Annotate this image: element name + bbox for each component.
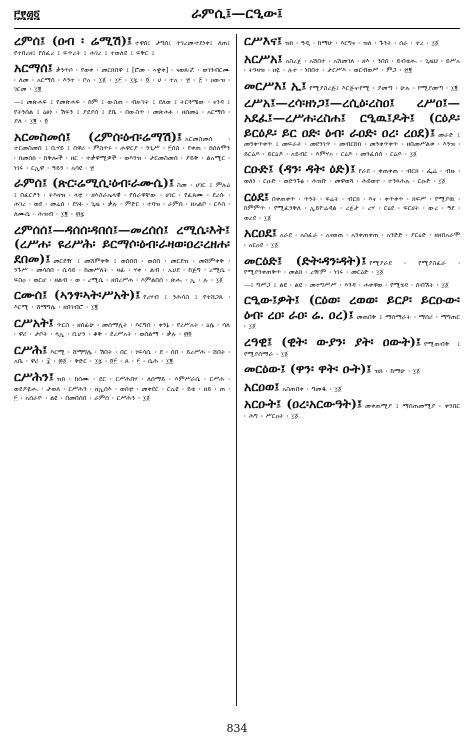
dictionary-entry — [244, 226, 460, 250]
entry-definition: ዝክ ፡ ከሰሙ ፡ ደር ፡ ርሥሕበሃ ፡ ለሰማይ ፡ እምሥራሴ ፡ ርሥሕ ፡ ወደዶዬሑ ፡ ታወለ ፡ ርሥሕን ፡ ዘኢሰእ ፡ ወሰቲ ፡ መቀደር ፡ ርኡዩ ፡ ይቴ ፡ ዘይ ፡ ጠ ፡ ፫ ፡ አሰራዮ ፡ ልዩ ፡ በመበሰበ ፡ ራምሰ ፡ ርሥሕን ፡ ፲፩ — [14, 375, 230, 403]
entry-headword: ርሥእና፤ — [244, 34, 282, 48]
dictionary-entry — [14, 316, 230, 340]
entry-headword: መርዕድ፤ (ድት፡ዳን፡ዳት)፤ — [244, 252, 367, 268]
entry-definition: ጥርስ ፡ ዘሰፊሁ ፡ መሰማሊት ፡ እርግሰ ፡ ቀንኔ ፡ የረሥአት ፡ ዕሌ ፡ ሳለ ፡ ዋሪ ፡ ታቦት ፡ ላኢ ፡ ቢሆን ፡ ቆቅ ፡ ደረሥአት ፡ ወሰልማ ፡ ቃሉ ፡ ፴፬ — [14, 320, 230, 339]
entry-definition: —፤ ግሥጋ ፤ ልዩ ፡ ልዩ ፡ መተግሥሥ ፡ እንዳ ፡ ሐቀዋወ ፡ የሚሄዳ ፡ ሰብኧት ፡ ፲፩ — [244, 280, 450, 289]
dictionary-entry — [244, 281, 460, 291]
header-rule — [14, 28, 460, 29]
entry-definition: ቃንጥሶ ፡ የወቀ ፡ መርክበዋ ፤ [ሮመ ፡ ኣቋቀ] ፡ ናወጸ፡ሯ ፡ ወገንብርሙ ፡ ለመ ፡ አርማሰ ፡ እንተ ፡ ቦአ ፡ ፲፩ ፡ ፲፫ ፡ ፲፯ ፡ ፬ ፡ ሀ ፡ ተአ ፡ ፳ ፡ ፭ ፡ ዐውዝ ፡ ገርመ ፡ ፲፪ — [14, 66, 230, 94]
dictionary-entry — [244, 254, 460, 278]
entry-definition: ዝክ ፡ ከማሁ ፡ ፲፩ — [374, 367, 421, 376]
page-footer — [0, 722, 474, 735]
entry-headword: አርዑት፤ (ዐረ፡አርውዓት)፤ — [244, 396, 363, 412]
entry-headword: አርመስመሰ፤ (ረምሰ፡ዕብ፡ሬማሽ)፤ — [14, 128, 183, 144]
dictionary-entry — [14, 34, 230, 58]
dictionary-entry — [244, 79, 460, 94]
dictionary-entry — [244, 96, 460, 159]
entry-headword: ርዕደ፤ — [244, 188, 270, 204]
dictionary-entry — [244, 162, 460, 186]
entry-headword: አርማሰ፤ — [14, 60, 53, 76]
dictionary-entry — [244, 190, 460, 224]
columns — [14, 34, 460, 706]
entry-headword: ርሥአት፤ — [14, 314, 54, 330]
entry-headword: ራምሰ፤ (ጽር፡ሬሚሲ፡ዕብ፡ራሙሴ)፤ — [14, 175, 174, 191]
entry-headword: ረምሰሰ፤—ዳሰሰ፡ዳበሰ፤—መረሰሰ፤ ረሚሴ፡እት፤ (ረሥሐ፡ ዩሪሥሕ፡ ይርማሶ፡ዕብ፡ራዛወ፡ዐረ፡ረዘሐ፡ ደበመ)፤ — [14, 221, 230, 266]
column-divider — [236, 34, 237, 706]
entry-definition: መጠበቅ ፤ ማሰማራት ፡ ማሰሪ ፡ ማግጠር ፡ ፲፩ — [244, 312, 460, 331]
entry-definition: አስጠበቀ ፡ ግመዱ ፡ ፲፩ — [282, 384, 343, 393]
dictionary-entry — [14, 343, 230, 367]
entry-definition: ዝክ ፡ ዓዲ ፡ ከማሁ ፡ እርግና ፡ ዝለ ፡ ጉንት ፡ ሰራ ፡ ተረ ፡ ፲፩ — [284, 39, 440, 47]
dictionary-entry — [14, 176, 230, 219]
dictionary-entry — [244, 52, 460, 76]
entry-headword: ረዓዊ፤ (ዊት፡ ውያን፡ ያት፡ ዐውት)፤ — [244, 334, 421, 350]
entry-definition: መርደዥ ፤ መሸምቀቅ ፤ ወሰበበ ፡ ወሰበ ፡ መርደዝ ፡ መሸምቀቅ ፡ ንጉሥ ፡ መሳሰበ ፡ ሲሳይ ፡ ከመሥለት ፡ ዛፊ ፡ ሃቀ ፡ ልብ ፡ ኡሀደ ፡ ከጅግ ፡ ረሚሴ ፡ ፍስዐ ፡ ወርሆ ፡ ዘልብ ፡ ወ ፡ ረሚሴ ፡ ዘበረሥሐ ፡ እምልበሰ ፡ ጽሑ ፡ ኢ ፡ ሉ ፡ ፲፩ — [14, 256, 230, 284]
dictionary-entry — [14, 370, 230, 404]
entry-definition: የሚያስረጅ፤ እርጅና፡የሚ ፡ ያመጣ ፡ ሁሉ ፡ የሚያመጣ ፡ ፲፪ — [309, 83, 459, 92]
page-header — [14, 6, 460, 28]
right-column — [244, 34, 460, 706]
entry-definition: መቀጠሚያ ፤ ማሰጠመሚያ ፡ ቀንበር ፡ ሕግ ፡ ሥርዐት ፡ ፲፩ — [244, 402, 460, 421]
left-column — [14, 34, 230, 706]
entry-definition: በቀጠቀጥ ፡ ጥንት ፡ ፍሬት ፡ ብርክ ፡ እና ፡ ቀጥቀጥ ፡ ክፍሥ ፡ የሚያዉ ፡ ከምምጥ ፡ የሚፈንቅለ ፡ ኢይዮሬዳል ፡ ረጀታ ፡ ረሃ ፡ ርዕደ ፡ ፍርሀት ፡ ውረ ፡ ዓደ ፡ ወረደ ፡ ፲፩ — [244, 194, 460, 222]
entry-definition: የሚያራደ ፡ የሚያስፈራ ፡ የሚያንቀጠቅጥ ፡ መልክ ፡ ረዥም ፡ ነገሩ ፡ መርዕድ ፡ ፲፩ — [244, 258, 460, 277]
entry-headword: ረምሰ፤ (ዐብ ፡ ሬሚሽ)፤ — [14, 34, 133, 48]
entry-headword: ረሥአ፤—ረሳ፡ዘነጋ፤—ረሲዕ፡ረስዐ፤ ረሥዐ፤—አደፈ፤—ረሥሐ፡ረስሐ፤ ርዒዉ፤ዶት፤ (ርዕዶ፡ ይርዕዶ፡ ይር ዐድ፡ ዕብ፡ ራዐድ፡ ዐረ፡ ረዐደ)፤ — [244, 95, 460, 140]
entry-headword: ርሥሕ፤ — [14, 341, 48, 357]
entry-definition: ተዋሰ፤ ታግሰ፤ ተገረመ፡ተደነቀ፤ ለጠ፤ የተበረዘ፤ የሰፈረ ፤ ፍጥረት ፤ ሐገረ ፤ ተወለደ ፤ ፍቅር ፤ — [14, 39, 230, 57]
entry-definition: የሚጠብቅ ፤ የሚያሰማራ ፡ ፲፩ — [244, 340, 460, 358]
entry-definition: ስመ ፡ ሀገር ፤ ምሉዕ ፤ በፈርዖን ፡ ትእዛዝ ፡ ላቲ ፡ ዘእስራኤላዊ ፡ የሰራዋቸው ፡ ሀገር ፡ የፈጸሙ ፡ ደረሱ ፡ ሐገረ ፡ ወደ ፡ መሬሰ ፡ ደገፉ ፡ ጊዜ ፡ ቃሉ ፡ ምድር ፡ ተባዝ ፡ ራምሰ ፡ ዘአልቦ ፡ ርእስ ፡ ለሙሴ ፡ ሕዝብ ፡ ፲፪ ፡ ፴፯ — [14, 181, 230, 218]
dictionary-entry — [244, 34, 460, 49]
dictionary-entry — [14, 288, 230, 312]
dictionary-entry — [244, 362, 460, 377]
entry-headword: ርሙሰ፤ (ኣንፃ፡ኣት፡ሥአት)፤ — [14, 287, 141, 303]
header-running-title: ራምሲ፤—ርዒው፤ — [191, 6, 283, 22]
dictionary-entry — [244, 335, 460, 359]
entry-definition: አራደ ፡ አስፈራ ፡ አናወጠ ፡ አንቀጠቀጠ ፡ አንድድ ፡ ያርዕድ ፡ ዘዘበአራሞ ፡ አርዐደ ፡ ፲፩ — [244, 231, 460, 249]
entry-definition: አስረጀ ፡ አሸበተ ፡ አሸመገለ ፡ ዘእ ፡ ንበሰ ፡ ይብቴሑ ፡ ጊዜህ ፡ ይሥአ ፡ ትንዛዝ ፡ ዘዬ ፡ ሉተ ፡ ነበበተ ፡ ታርሥእ ፡ ወርብወሥ ፡ ምጋ ፡ ፳፪ — [244, 56, 460, 75]
entry-headword: መርዕው፤ (ዋን፡ ዋት፡ ዑት)፤ — [244, 361, 372, 377]
entry-definition: —፤ መጽሐፍ ፤ የመጽሐፍ ፡ ከም ፤ ውስጠ ፡ ብዙኀት ፤ ደለወ ፤ ትርጓሜው ፡ ናንዳ ፤ የትንሰል ፤ ዕፀነ ፡ ሽፍን ፤ ያደያሰ ፤ ደቤ ፡ በውስጥ ፡ መጽሐፉ ፡ ዘሰመዕ ፡ አርማሰ ፡ ያለ ፡ ፲፪ ፡ ፬ — [14, 97, 230, 126]
dictionary-entry — [14, 130, 230, 173]
entry-definition: እርሚ ፡ ሸማግሌ ፡ ሽበት ፡ በር ፡ ነፍሳሲ ፡ ደ ፡ ሰበ ፡ ይረሥሕ ፡ ሸበት ፡ አቤ ፡ ዋሪ ፡ ፰ ፡ ፴፩ ፡ ቅድር ፡ ፲፯ ፡ ፬፫ ፡ ጸ ፡ ፫ ፡ ሴሕ ፡ ፲፪ — [14, 347, 230, 366]
entry-headword: ርዑድ፤ (ዳን፡ ዳት፡ ዕድ)፤ — [244, 161, 356, 177]
header-page-number-ethiopic: ፫፻፴፬ — [14, 8, 40, 21]
entry-definition: መራድ ፤ መንቀጥቀጥ ፤ መፍራት ፡ መደንገጥ ፡ መብርከክ ፡ መንቀጥቀጥ ፡ ዘበመሥልቱ ፡ እንዝ ፡ ይርዕዶ ፡ ይርዕዶ ፡ አይብር ፡ እምሃኦ ፡ ርዕዶ ፡ መንፈሰሰ ፡ ርዕዶ ፡ ፲፩ — [244, 130, 460, 158]
dictionary-entry — [244, 293, 460, 332]
entry-definition: የራደ ፡ ቀጠቀጠ ፡ ብርክ ፡ ፌሬ ፡ ብዙ ፡ ወለነ ፡ ርዑድ ፡ ወድንጉፅ ፡ ሕዝቡ ፡ መዋወሻ ፡ ሕይወተ ፡ ተንጻሕሉ ፡ ርዑድ ፡ ፲፩ — [244, 167, 460, 185]
entry-headword: አርሥአ፤ — [244, 50, 283, 66]
dictionary-entry — [14, 61, 230, 95]
dictionary-entry — [14, 98, 230, 127]
entry-headword: አርዐደ፤ — [244, 225, 277, 241]
entry-headword: ርሥሕን፤ — [14, 369, 54, 385]
page-number: 834 — [226, 722, 248, 735]
dictionary-entry — [244, 380, 460, 395]
entry-headword: አርዐወ፤ — [244, 378, 280, 394]
entry-definition: የረሃብ ፤ ንሕሳስ ፤ የተሸጋጸ ፡ እርሚ ፡ ሸማግሌ ፡ ዘበገብሮ ፡ ፲፪ — [14, 293, 230, 312]
dictionary-entry — [14, 223, 230, 286]
dictionary-entry — [244, 397, 460, 421]
entry-headword: መርሥእ፤ ኢ፤ — [244, 77, 307, 93]
entry-definition: አርመስመሰ ፡ ተርመስመሰ ፤ ቢሃይ ፤ በዋሪ ፡ ምስጥሩ ፡ ሐዋርያ ፡ ንጊሥ ፡ ፫ሰስ ፡ የቀጠ ፡ ከሰለሞን ፡ ክመሰክ ፡ ከቅሎች ፡ ዘር ፡ ተቃዋሚዎች ፡ ወእንዝ ፡ ታርመስመሰ ፡ ያይቅ ፡ ልአሚር ፡ ነገሩ ፡ ርኢዋ ፡ ዓይን ፡ አሳዩ ፡ ፳ — [14, 134, 230, 172]
entry-headword: ርዒው፤ዎት፤ (ርዕወ፡ ረወወ፡ ይርዖ፡ ይርዑው፡ ዕብ፡ ረዐ፡ ራዐ፡ ሬ. ዐረ)፤ — [244, 292, 460, 322]
